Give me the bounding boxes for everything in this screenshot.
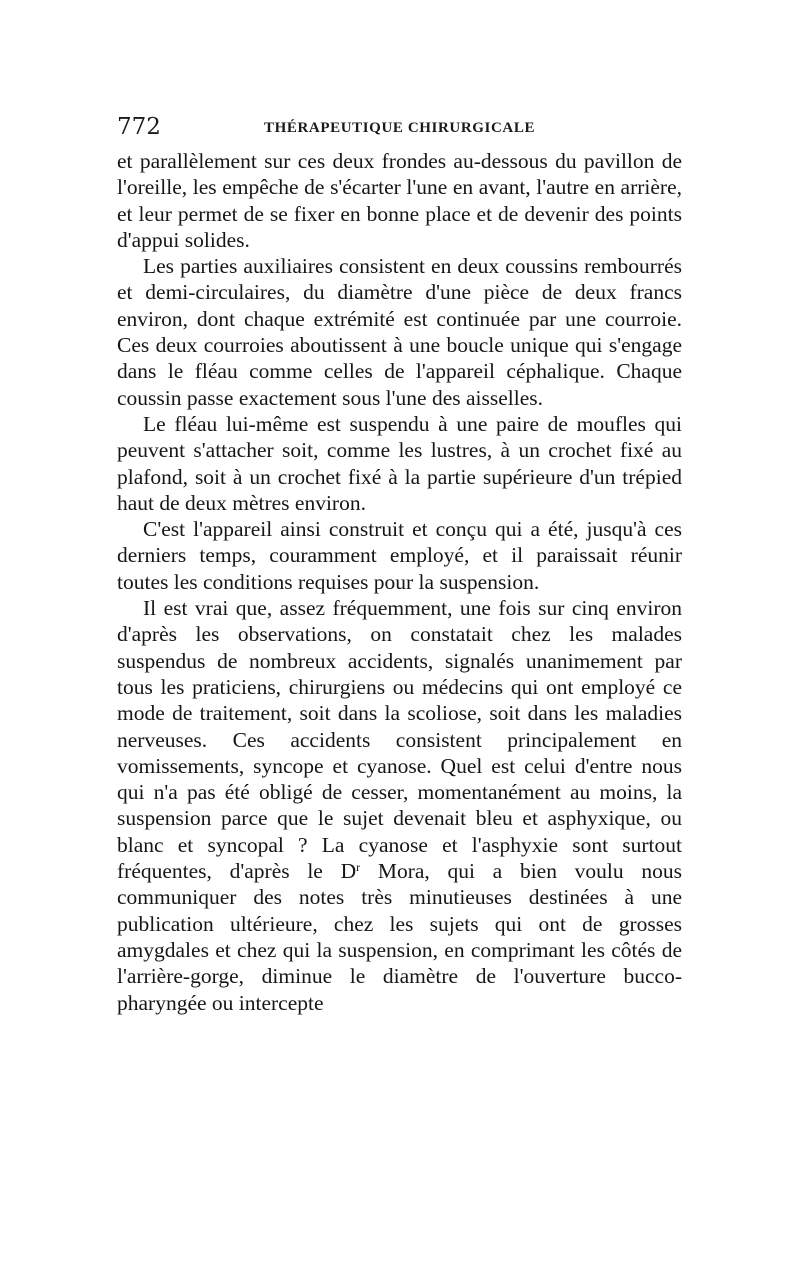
paragraph-apparatus: C'est l'appareil ainsi construit et conçu qui a été, jusqu'à ces derniers temps, couramment employé, et il paraissait réunir toutes les conditions requises pour la suspension.	[117, 517, 682, 594]
paragraph-accidents	[117, 595, 682, 1016]
page-number: 772	[117, 114, 161, 140]
paragraph-accidents-text-start: Il est vrai que, assez fréquemment, une fois sur cinq environ d'après les observations, on constatait chez les malades suspendus de nombreux accidents, signalés unanimement par tous les praticiens, chirurgiens ou médecins qui ont employé ce mode de traitement, soit dans la scoliose, soit dans les maladies nerveuses. Ces accidents consistent principalement en vomissements, syncope et cyanose. Quel est celui d'entre nous qui n'a pas été obligé de cesser, momentanément au moins, la suspension parce que le sujet devenait bleu et asphyxique, ou blanc et syncopal ? La cyanose et l'asphyxie sont surtout fréquentes, d'après le D	[117, 596, 682, 884]
paragraph-continuation: et parallèlement sur ces deux frondes au-dessous du pavillon de l'oreille, les empêche de s'écarter l'une en avant, l'autre en arrière, et leur permet de se fixer en bonne place et de devenir des points d'appui solides.	[117, 149, 682, 252]
doctor-superscript: r	[356, 860, 361, 875]
paragraph-accidents-text-end: Mora, qui a bien voulu nous communiquer des notes très minutieuses destinées à une publication ultérieure, chez les sujets qui ont de grosses amygdales et chez qui la suspension, en comprimant les côtés de l'arrière-gorge, diminue le diamètre de l'ouverture bucco-pharyngée ou intercepte	[117, 859, 682, 1015]
paragraph-flail: Le fléau lui-même est suspendu à une paire de moufles qui peuvent s'attacher soit, comme les lustres, à un crochet fixé au plafond, soit à un crochet fixé à la partie supérieure d'un trépied haut de deux mètres environ.	[117, 411, 682, 515]
page-header	[117, 112, 683, 142]
running-title: THÉRAPEUTIQUE CHIRURGICALE	[264, 120, 536, 136]
body-text	[117, 148, 682, 1016]
paragraph-auxiliary-parts: Les parties auxiliaires consistent en deux coussins rembourrés et demi-circulaires, du diamètre d'une pièce de deux francs environ, dont chaque extrémité est continuée par une courroie. Ces deux courroies aboutissent à une boucle unique qui s'engage dans le fléau comme celles de l'appareil céphalique. Chaque coussin passe exactement sous l'une des aisselles.	[117, 254, 682, 410]
